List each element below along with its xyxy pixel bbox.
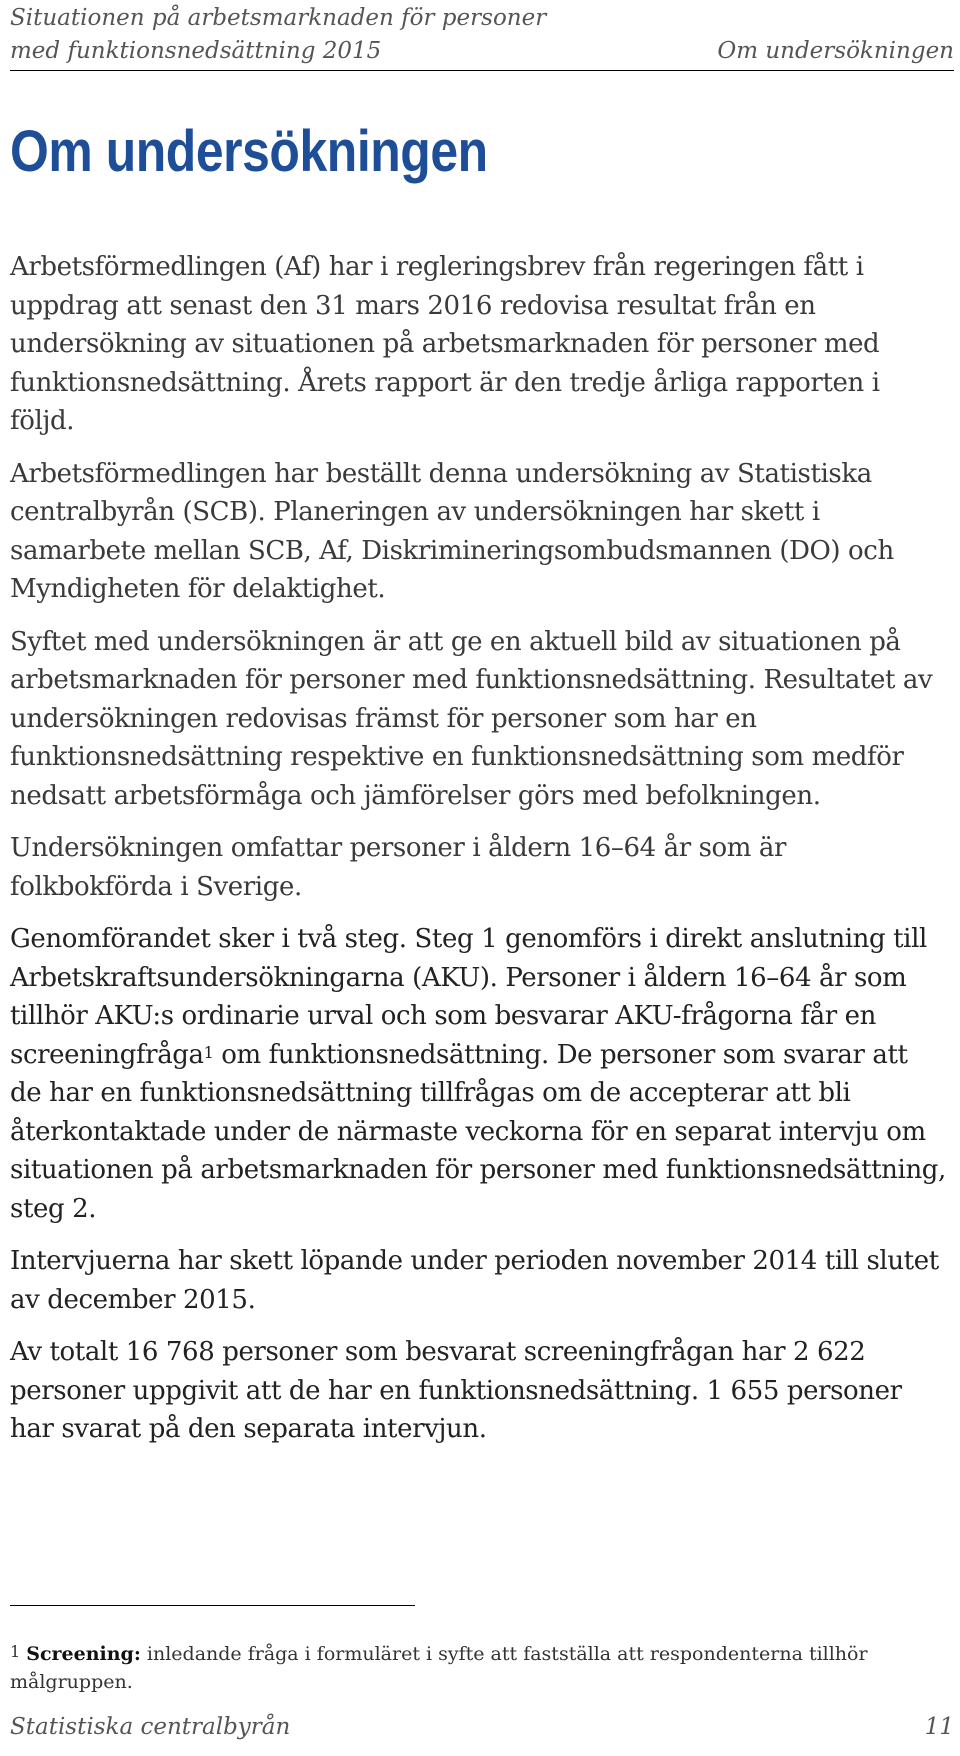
footer-publisher: Statistiska centralbyrån <box>10 1714 291 1740</box>
footnote <box>10 1640 940 1696</box>
paragraph-7: Av totalt 16 768 personer som besvarat screeningfrågan har 2 622 personer uppgivit att de har en funktionsnedsättning. 1 655 personer har svarat på den separata intervjun. <box>10 1337 902 1444</box>
paragraph-3: Syftet med undersökningen är att ge en aktuell bild av situationen på arbetsmarknaden för personer med funktionsnedsättning. Resultatet av undersökningen redovisas främst för personer som har en funktionsnedsättning respektive en funktionsnedsättning som medför nedsatt arbetsförmåga och jämförelser görs med befolkningen. <box>10 626 933 811</box>
paragraph-2: Arbetsförmedlingen har beställt denna undersökning av Statistiska centralbyrån (SCB). Planeringen av undersökningen har skett i samarbete mellan SCB, Af, Diskrimineringsombudsmannen (DO) och Myndigheten för delaktighet. <box>10 458 894 604</box>
paragraph-6: Intervjuerna har skett löpande under perioden november 2014 till slutet av december 2015. <box>10 1246 939 1315</box>
header-section-name: Om undersökningen <box>717 38 954 64</box>
header-report-title <box>10 2 546 68</box>
footnote-text: inledande fråga i formuläret i syfte att fastställa att respondenterna tillhör målgruppen. <box>10 1643 868 1693</box>
paragraph-1: Arbetsförmedlingen (Af) har i regleringsbrev från regeringen fått i uppdrag att senast den 31 mars 2016 redovisa resultat från en undersökning av situationen på arbetsmarknaden för personer med funktionsnedsättning. Årets rapport är den tredje årliga rapporten i följd. <box>10 252 880 436</box>
paragraph-5-part-2: om funktionsnedsättning. De personer som svarar att de har en funktionsnedsättning tillfrågas om de accepterar att bli återkontaktade under de närmaste veckorna för en separat intervju om situationen på arbetsmarknaden för personer med funktionsnedsättning, steg 2. <box>10 1039 946 1224</box>
running-footer <box>10 1714 954 1748</box>
header-title-line2: med funktionsnedsättning 2015 <box>10 38 382 64</box>
header-title-line1: Situationen på arbetsmarknaden för personer <box>10 5 547 31</box>
footnote-number: 1 <box>10 1642 21 1661</box>
paragraph-4: Undersökningen omfattar personer i åldern 16–64 år som är folkbokförda i Sverige. <box>10 833 787 902</box>
footnote-reference[interactable]: 1 <box>203 1042 214 1062</box>
page-number: 11 <box>924 1714 954 1740</box>
paragraph-5-part-1: Genomförandet sker i två steg. Steg 1 genomförs i direkt anslutning till Arbetskraftsundersökningarna (AKU). Personer i åldern 16–64 år som tillhör AKU:s ordinarie urval och som besvarar AKU-frågorna får en screeningfråga <box>10 924 927 1070</box>
footnote-divider <box>10 1605 415 1606</box>
footnote-term: Screening: <box>26 1643 141 1665</box>
body-text <box>10 248 946 1463</box>
running-header <box>10 0 954 71</box>
paragraph-5 <box>10 920 946 1228</box>
page-title: Om undersökningen <box>10 119 488 184</box>
